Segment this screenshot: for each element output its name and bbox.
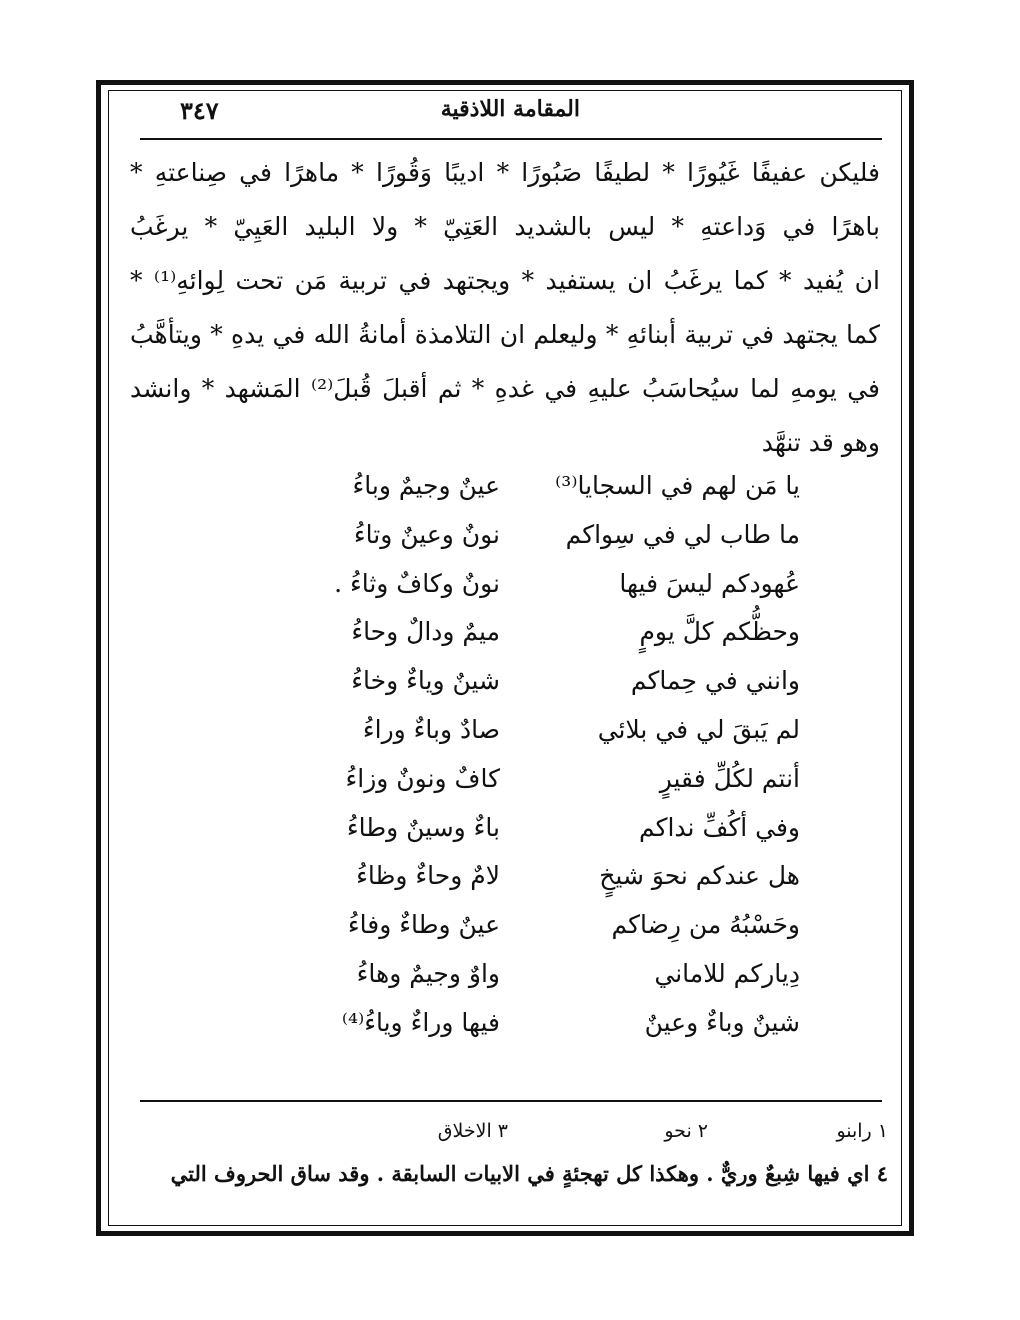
poem-verse xyxy=(240,462,800,511)
prose-line: ان يُفيد * كما يرغَبُ ان يستفيد * ويجتهد في تربية مَن تحت لِوائهِ⁽¹⁾ * xyxy=(130,266,880,295)
page-header xyxy=(140,96,880,132)
prose-line: في يومهِ لما سيُحاسَبُ عليهِ في غدهِ * ثم أقبلَ قُبلَ⁽²⁾ المَشهد * وانشد xyxy=(130,374,880,403)
poem-verse xyxy=(240,608,800,657)
header-rule xyxy=(140,138,882,140)
poem-verse xyxy=(240,657,800,706)
verse-first-hemistich: وحَسْبُهُ من رِضاكم xyxy=(611,910,800,940)
verse-first-hemistich: وفي أكُفِّ نداكم xyxy=(638,812,800,842)
verse-second-hemistich: لامٌ وحاءٌ وظاءُ xyxy=(356,861,500,891)
verse-first-hemistich: ما طاب لي في سِواكم xyxy=(565,519,800,549)
verse-first-hemistich: أنتم لكُلِّ فقيرٍ xyxy=(659,763,800,793)
footnote-row xyxy=(128,1120,888,1156)
verse-first-hemistich: يا مَن لهم في السجايا⁽³⁾ xyxy=(555,471,800,500)
verse-second-hemistich: واوٌ وجيمٌ وهاءُ xyxy=(356,958,500,988)
footnote-4: ٤ اي فيها شِبعٌ وريٌّ . وهكذا كل تهجئةٍ في الابيات السابقة . وقد ساق الحروف التي xyxy=(170,1161,888,1186)
verse-first-hemistich: عُهودكم ليسَ فيها xyxy=(619,568,800,598)
footnote-rule xyxy=(140,1100,882,1102)
verse-second-hemistich: نونٌ وعينٌ وتاءُ xyxy=(353,519,500,549)
page-number: ٣٤٧ xyxy=(180,96,219,125)
verse-first-hemistich: وانني في حِماكم xyxy=(630,666,800,696)
poem xyxy=(240,462,800,1048)
verse-first-hemistich: لم يَبقَ لي في بلائي xyxy=(597,714,800,744)
poem-verse xyxy=(240,999,800,1048)
footnote-1: ١ رابنو xyxy=(836,1120,888,1142)
footnote-2: ٢ نحو xyxy=(664,1120,708,1142)
footnote-3: ٣ الاخلاق xyxy=(437,1120,508,1142)
verse-second-hemistich: شينٌ وياءٌ وخاءُ xyxy=(351,666,500,696)
poem-verse xyxy=(240,852,800,901)
prose-line: فليكن عفيفًا غَيُورًا * لطيفًا صَبُورًا * اديبًا وَقُورًا * ماهرًا في صِناعتهِ * xyxy=(130,158,880,187)
verse-second-hemistich: عينٌ وطاءٌ وفاءُ xyxy=(347,910,500,940)
prose-line: كما يجتهد في تربية أبنائهِ * وليعلم ان التلامذة أمانةُ الله في يدهِ * ويتأهَّبُ xyxy=(130,320,880,349)
verse-second-hemistich: فيها وراءٌ وياءُ⁽⁴⁾ xyxy=(341,1007,500,1037)
verse-second-hemistich: باءٌ وسينٌ وطاءُ xyxy=(346,812,500,842)
poem-verse xyxy=(240,706,800,755)
verse-second-hemistich: نونٌ وكافٌ وثاءُ . xyxy=(334,568,500,598)
verse-first-hemistich: وحظُّكم كلَّ يومٍ xyxy=(639,617,800,647)
poem-verse xyxy=(240,901,800,950)
verse-second-hemistich: ميمٌ ودالٌ وحاءُ xyxy=(351,617,500,647)
verse-second-hemistich: صادٌ وباءٌ وراءُ xyxy=(362,714,500,744)
prose-line: باهرًا في وَداعتهِ * ليس بالشديد العَتِيّ * ولا البليد العَيِيّ * يرغَبُ xyxy=(130,212,880,241)
running-title: المقامة اللاذقية xyxy=(440,96,580,122)
verse-first-hemistich: هل عندكم نحوَ شيخٍ xyxy=(599,861,800,891)
poem-verse xyxy=(240,560,800,609)
poem-verse xyxy=(240,755,800,804)
poem-verse xyxy=(240,804,800,853)
verse-first-hemistich: دِياركم للاماني xyxy=(654,958,800,988)
prose-paragraph xyxy=(130,146,880,470)
verse-first-hemistich: شينٌ وباءٌ وعينٌ xyxy=(644,1007,800,1037)
verse-second-hemistich: كافٌ ونونٌ وزاءُ xyxy=(345,763,500,793)
footnotes xyxy=(128,1120,888,1192)
verse-second-hemistich: عينٌ وجيمٌ وباءُ xyxy=(352,471,500,500)
poem-verse xyxy=(240,511,800,560)
prose-line: وهو قد تنهَّد xyxy=(761,428,880,457)
poem-verse xyxy=(240,950,800,999)
